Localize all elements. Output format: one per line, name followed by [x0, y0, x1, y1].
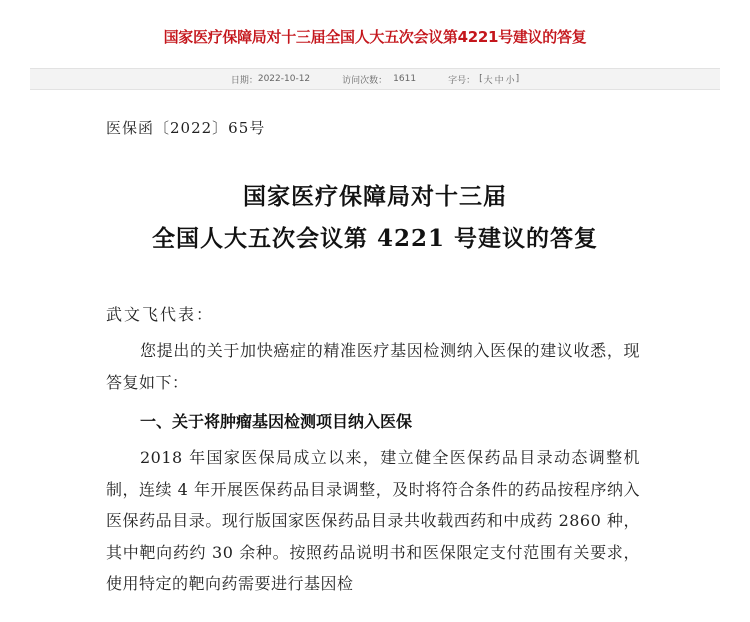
article-meta-bar	[30, 68, 720, 90]
font-size-small-button[interactable]: 小	[505, 75, 515, 86]
publish-date	[231, 73, 310, 86]
section-heading-1: 一、关于将肿瘤基因检测项目纳入医保	[140, 412, 413, 431]
fontsize-label: 字号：	[448, 75, 476, 86]
salutation: 武文飞代表：	[106, 305, 215, 324]
document-number: 医保函〔2022〕65号	[106, 119, 266, 137]
font-size-control	[448, 73, 519, 86]
fontsize-bracket-close: ]	[515, 74, 520, 84]
views-value: 1611	[393, 74, 417, 84]
date-value: 2022-10-12	[257, 74, 311, 84]
paragraph-section1: 2018 年国家医保局成立以来，建立健全医保药品目录动态调整机制，连续 4 年开展医保药品目录调整，及时将符合条件的药品按程序纳入医保药品目录。现行版国家医保药品目录共收载西药和中成药 2860 种，其中靶向药约 30 余种。按照药品说明书和医保限定支付范围有关要求，使用特定的靶向药需要进行基因检	[106, 448, 640, 593]
date-label: 日期：	[230, 75, 258, 86]
font-size-medium-button[interactable]: 中	[494, 75, 504, 86]
paragraph-intro: 您提出的关于加快癌症的精准医疗基因检测纳入医保的建议收悉，现答复如下：	[106, 341, 640, 392]
views-label: 访问次数：	[342, 75, 388, 86]
document-heading	[0, 176, 750, 260]
document-heading-line2: 全国人大五次会议第 4221 号建议的答复	[151, 225, 599, 252]
page-title: 国家医疗保障局对十三届全国人大五次会议第4221号建议的答复	[163, 28, 587, 46]
document-heading-line1: 国家医疗保障局对十三届	[243, 183, 507, 210]
fontsize-bracket-open: [	[479, 74, 483, 84]
view-count	[342, 73, 416, 86]
font-size-large-button[interactable]: 大	[483, 75, 493, 86]
